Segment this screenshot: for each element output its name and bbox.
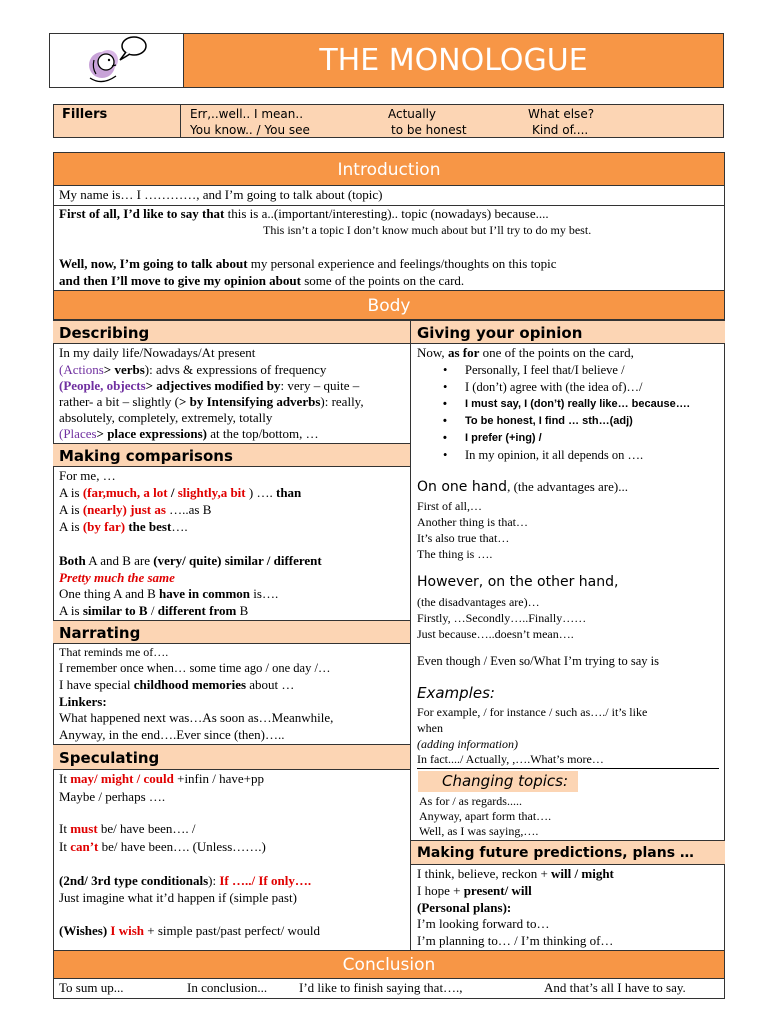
opinion-bullet: • To be honest, I find … sth…(adj) <box>417 413 690 430</box>
fillers-label: Fillers <box>62 107 108 122</box>
filler-item: Err,..well.. I mean.. <box>190 107 304 121</box>
opinion-bullet: • In my opinion, it all depends on …. <box>417 447 690 464</box>
fillers-box <box>53 104 724 138</box>
conclusion-section <box>53 979 725 999</box>
future-line: I’m looking forward to… <box>417 916 550 931</box>
future-line: I’m planning to… / I’m thinking of… <box>417 933 614 948</box>
speculating-line: It may/ might / could +infin / have+pp <box>59 771 264 786</box>
speculating-line: Just imagine what it’d happen if (simple past) <box>59 890 297 905</box>
conclusion-item: I’d like to finish saying that…., <box>299 980 463 995</box>
opinion-bullet: • I must say, I (don’t) really like… because…. <box>417 396 690 413</box>
example-line: For example, / for instance / such as…./ it’s like <box>417 705 648 719</box>
changing-line: As for / as regards..... <box>419 794 522 808</box>
examples-heading: Examples: <box>417 684 495 702</box>
filler-item: to be honest <box>391 123 467 137</box>
future-section <box>411 865 725 950</box>
narrating-section <box>53 644 410 744</box>
describing-line: absolutely, completely, extremely, totally <box>59 410 273 425</box>
introduction-header: Introduction <box>53 152 725 186</box>
comparison-line: A is (nearly) just as …..as B <box>59 502 212 517</box>
filler-item: Actually <box>388 107 437 121</box>
future-header: Making future predictions, plans … <box>411 840 725 865</box>
speculating-line: (2nd/ 3rd type conditionals): If …../ If only…. <box>59 873 312 888</box>
example-line: (adding information) <box>417 737 518 751</box>
narrating-line: That reminds me of…. <box>59 645 169 659</box>
future-line: I hope + present/ will <box>417 883 532 898</box>
comparisons-header: Making comparisons <box>53 443 410 467</box>
narrating-line: I remember once when… some time ago / one day /… <box>59 661 331 675</box>
speculating-section <box>53 770 410 950</box>
opinion-list <box>417 362 690 464</box>
title-box <box>49 33 724 88</box>
opinion-line: Now, as for one of the points on the card, <box>417 345 634 360</box>
narrating-line: Anyway, in the end….Ever since (then)….. <box>59 727 285 742</box>
speculating-line: (Wishes) I wish + simple past/past perfect/ would <box>59 923 320 938</box>
conclusion-item: In conclusion... <box>187 980 268 995</box>
filler-item: You know.. / You see <box>190 123 310 137</box>
describing-line: (People, objects> adjectives modified by: very – quite – <box>59 378 360 393</box>
comparison-line: A is (by far) the best…. <box>59 519 188 534</box>
body-header: Body <box>53 290 725 320</box>
introduction-section <box>53 186 725 290</box>
one-hand-line: It’s also true that… <box>417 531 510 545</box>
comparison-line: One thing A and B have in common is…. <box>59 586 279 601</box>
intro-line: My name is… I …………, and I’m going to talk about (topic) <box>59 187 383 202</box>
opinion-bullet: • I (don’t) agree with (the idea of)…/ <box>417 379 690 396</box>
intro-line: First of all, I’d like to say that this is a..(important/interesting).. topic (nowadays) because.... <box>59 206 549 221</box>
filler-item: Kind of.... <box>532 123 589 137</box>
conclusion-item: And that’s all I have to say. <box>544 980 686 995</box>
intro-line: and then I’ll move to give my opinion about some of the points on the card. <box>59 273 465 288</box>
one-hand-line: Another thing is that… <box>417 515 528 529</box>
logo-cell <box>50 34 184 87</box>
conclusion-item: To sum up... <box>59 980 124 995</box>
other-hand-line: (the disadvantages are)… <box>417 595 540 609</box>
page-title: THE MONOLOGUE <box>184 34 723 87</box>
filler-item: What else? <box>528 107 595 121</box>
speaker-icon <box>50 34 184 87</box>
changing-topics-section <box>411 792 725 840</box>
other-hand-heading: However, on the other hand, <box>417 574 619 590</box>
example-line: In fact..../ Actually, ,….What’s more… <box>417 752 604 766</box>
example-line: when <box>417 721 443 735</box>
comparison-line: For me, … <box>59 468 116 483</box>
speculating-line: Maybe / perhaps …. <box>59 789 166 804</box>
examples-rule <box>417 768 719 769</box>
narrating-header: Narrating <box>53 620 410 644</box>
speculating-header: Speculating <box>53 744 410 770</box>
changing-topics-title: Changing topics: <box>442 772 569 790</box>
comparison-line: A is similar to B / different from B <box>59 603 249 618</box>
other-hand-line: Firstly, …Secondly…..Finally…… <box>417 611 587 625</box>
speculating-line: It must be/ have been…. / <box>59 821 196 836</box>
opinion-section <box>411 344 725 774</box>
comparison-line: Both A and B are (very/ quite) similar / different <box>59 553 322 568</box>
opinion-header: Giving your opinion <box>411 320 725 344</box>
intro-line: Well, now, I’m going to talk about my personal experience and feelings/thoughts on this topic <box>59 256 557 271</box>
conclusion-header: Conclusion <box>53 950 725 979</box>
intro-line: This isn’t a topic I don’t know much about but I’ll try to do my best. <box>263 223 592 237</box>
even-though-line: Even though / Even so/What I’m trying to say is <box>417 654 659 668</box>
comparisons-section <box>53 467 410 620</box>
narrating-line: What happened next was…As soon as…Meanwhile, <box>59 710 334 725</box>
opinion-bullet: • Personally, I feel that/I believe / <box>417 362 690 379</box>
describing-header: Describing <box>53 320 410 344</box>
describing-line: In my daily life/Nowadays/At present <box>59 345 256 360</box>
changing-line: Well, as I was saying,…. <box>419 824 539 838</box>
describing-line: (Actions> verbs): advs & expressions of frequency <box>59 362 327 377</box>
fillers-divider <box>180 105 181 137</box>
one-hand-line: The thing is …. <box>417 547 493 561</box>
describing-line: (Places> place expressions) at the top/bottom, … <box>59 426 319 441</box>
one-hand-line: First of all,… <box>417 499 482 513</box>
narrating-line: Linkers: <box>59 694 107 709</box>
changing-line: Anyway, apart form that…. <box>419 809 552 823</box>
narrating-line: I have special childhood memories about … <box>59 677 295 692</box>
opinion-bullet: • I prefer (+ing) / <box>417 430 690 447</box>
future-line: I think, believe, reckon + will / might <box>417 866 614 881</box>
other-hand-line: Just because…..doesn’t mean…. <box>417 627 574 641</box>
comparison-line: Pretty much the same <box>59 570 175 585</box>
speculating-line: It can’t be/ have been…. (Unless…….) <box>59 839 266 854</box>
one-hand-heading: On one hand, (the advantages are)... <box>417 479 628 495</box>
future-line: (Personal plans): <box>417 900 512 915</box>
comparison-line: A is (far,much, a lot / slightly,a bit ) …. than <box>59 485 302 500</box>
describing-section <box>53 344 410 443</box>
describing-line: rather- a bit – slightly (> by Intensifying adverbs): really, <box>59 394 364 409</box>
